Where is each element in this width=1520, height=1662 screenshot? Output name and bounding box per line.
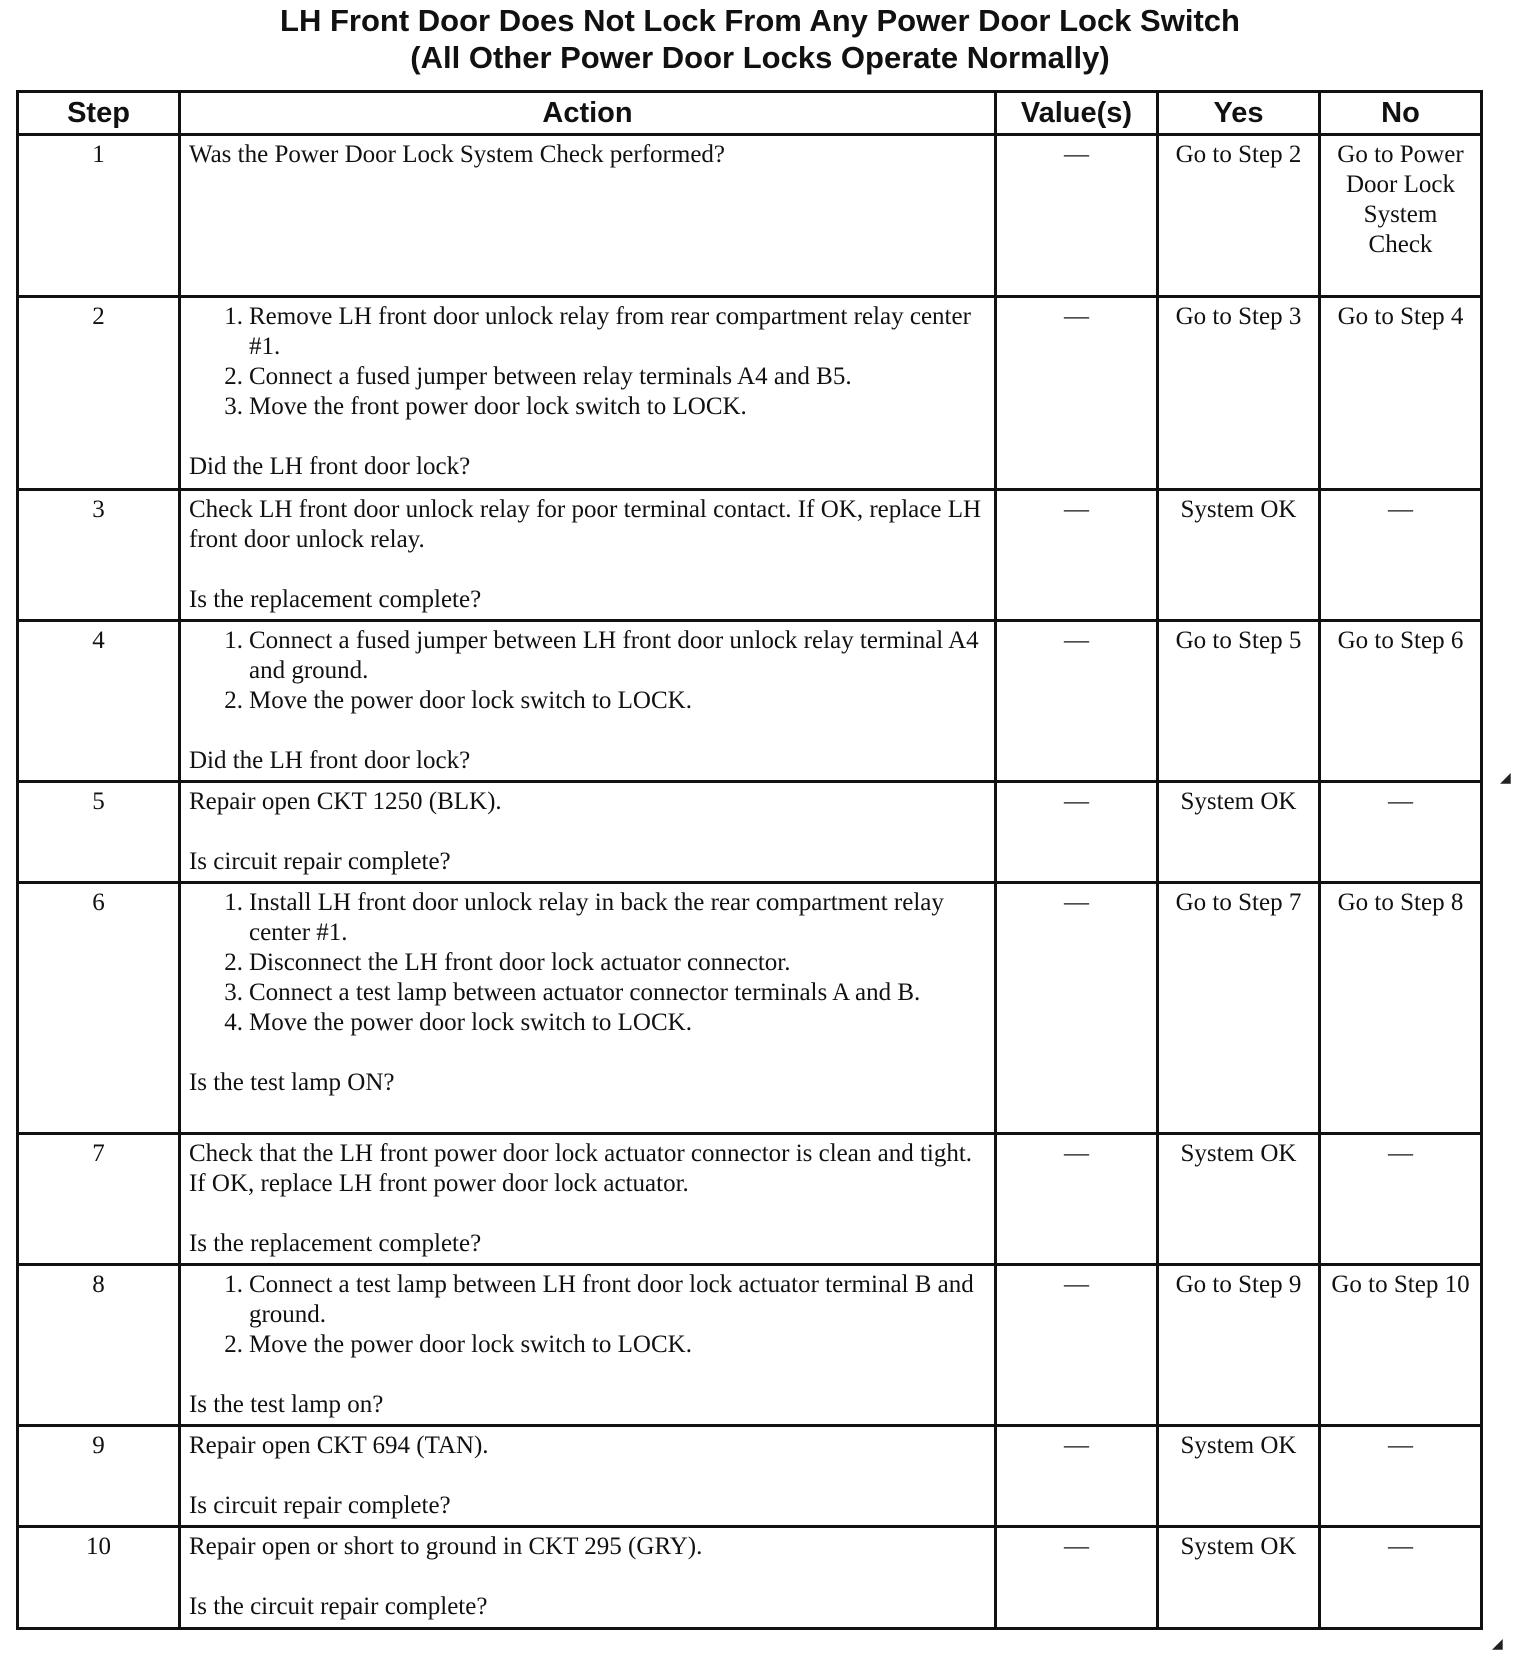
value-cell: — (996, 883, 1158, 1134)
action-step-item (189, 302, 986, 362)
action-step-item (189, 948, 986, 978)
action-step-number: 2. (224, 949, 243, 976)
no-cell: Go to Step 10 (1319, 1265, 1481, 1426)
table-row (18, 883, 1482, 1134)
step-cell: 6 (18, 883, 180, 1134)
value-cell: — (996, 490, 1158, 621)
action-text: Repair open CKT 694 (TAN). (188, 1432, 489, 1459)
diagnostic-table (16, 90, 1483, 1630)
action-step-text: Move the front power door lock switch to LOCK. (248, 393, 747, 420)
action-step-number: 2. (224, 687, 243, 714)
value-cell: — (996, 1265, 1158, 1426)
table-header-row (18, 92, 1482, 135)
step-cell: 1 (18, 135, 180, 297)
step-cell: 8 (18, 1265, 180, 1426)
action-step-list (189, 1270, 986, 1360)
action-step-number: 1. (224, 627, 243, 654)
action-text: Repair open CKT 1250 (BLK). (188, 788, 502, 815)
header-values: Value(s) (996, 92, 1158, 135)
yes-cell: Go to Step 3 (1157, 297, 1319, 490)
action-cell (179, 1265, 995, 1426)
value-cell: — (996, 135, 1158, 297)
value-cell: — (996, 1527, 1158, 1629)
yes-cell: System OK (1157, 1134, 1319, 1265)
title-line-1: LH Front Door Does Not Lock From Any Power Door Lock Switch (280, 3, 1240, 38)
action-step-number: 1. (224, 889, 243, 916)
action-step-text: Connect a fused jumper between relay terminals A4 and B5. (248, 363, 852, 390)
action-cell (179, 1527, 995, 1629)
no-cell: — (1319, 1527, 1481, 1629)
action-text: Repair open or short to ground in CKT 295 (GRY). (188, 1533, 703, 1560)
action-question: Is the test lamp on? (188, 1391, 384, 1418)
scan-mark: ◢ (1492, 1636, 1503, 1652)
action-step-item (189, 362, 986, 392)
yes-cell: System OK (1157, 1527, 1319, 1629)
header-no: No (1319, 92, 1481, 135)
no-cell: — (1319, 1134, 1481, 1265)
no-cell: — (1319, 782, 1481, 883)
table-row (18, 1527, 1482, 1629)
value-cell: — (996, 297, 1158, 490)
action-question: Did the LH front door lock? (188, 453, 471, 480)
action-step-text: Connect a fused jumper between LH front door unlock relay terminal A4 and ground. (248, 627, 979, 684)
action-step-item (189, 686, 986, 716)
no-cell: — (1319, 1426, 1481, 1527)
value-cell: — (996, 1426, 1158, 1527)
action-question: Is the circuit repair complete? (188, 1593, 488, 1620)
action-cell (179, 1134, 995, 1265)
action-step-text: Move the power door lock switch to LOCK. (248, 1009, 692, 1036)
action-cell (179, 297, 995, 490)
action-step-item (189, 1008, 986, 1038)
table-row (18, 297, 1482, 490)
action-step-text: Move the power door lock switch to LOCK. (248, 1331, 692, 1358)
action-step-item (189, 626, 986, 686)
action-step-item (189, 978, 986, 1008)
action-question: Is circuit repair complete? (188, 1492, 451, 1519)
step-cell: 7 (18, 1134, 180, 1265)
action-text: Check LH front door unlock relay for poor terminal contact. If OK, replace LH front door unlock relay. (188, 496, 982, 553)
value-cell: — (996, 1134, 1158, 1265)
no-cell: Go to Step 8 (1319, 883, 1481, 1134)
yes-cell: Go to Step 9 (1157, 1265, 1319, 1426)
step-cell: 9 (18, 1426, 180, 1527)
no-cell: — (1319, 490, 1481, 621)
table-row (18, 135, 1482, 297)
action-step-list (189, 302, 986, 422)
step-cell: 10 (18, 1527, 180, 1629)
action-step-text: Install LH front door unlock relay in back the rear compartment relay center #1. (248, 889, 944, 946)
action-step-number: 2. (224, 363, 243, 390)
step-cell: 2 (18, 297, 180, 490)
no-cell: Go to Step 4 (1319, 297, 1481, 490)
action-step-item (189, 888, 986, 948)
action-question: Is the replacement complete? (188, 586, 482, 613)
table-row (18, 1265, 1482, 1426)
table-row (18, 782, 1482, 883)
step-cell: 3 (18, 490, 180, 621)
value-cell: — (996, 782, 1158, 883)
action-step-list (189, 626, 986, 716)
action-step-number: 1. (224, 303, 243, 330)
step-cell: 4 (18, 621, 180, 782)
action-step-text: Remove LH front door unlock relay from rear compartment relay center #1. (248, 303, 971, 360)
action-question: Is the test lamp ON? (188, 1069, 395, 1096)
step-cell: 5 (18, 782, 180, 883)
value-cell: — (996, 621, 1158, 782)
action-question: Did the LH front door lock? (188, 747, 471, 774)
yes-cell: System OK (1157, 490, 1319, 621)
no-cell: Go to Power Door Lock System Check (1319, 135, 1481, 297)
action-cell (179, 1426, 995, 1527)
scan-mark: ◢ (1500, 770, 1511, 786)
action-step-number: 1. (224, 1271, 243, 1298)
page-title (0, 0, 1520, 76)
action-step-number: 2. (224, 1331, 243, 1358)
action-cell (179, 621, 995, 782)
yes-cell: Go to Step 2 (1157, 135, 1319, 297)
action-text: Was the Power Door Lock System Check performed? (188, 141, 726, 168)
table-body (18, 135, 1482, 1629)
header-action: Action (179, 92, 995, 135)
yes-cell: Go to Step 5 (1157, 621, 1319, 782)
yes-cell: System OK (1157, 1426, 1319, 1527)
table-row (18, 1134, 1482, 1265)
table-row (18, 621, 1482, 782)
action-cell (179, 782, 995, 883)
action-step-text: Connect a test lamp between actuator connector terminals A and B. (248, 979, 921, 1006)
action-step-text: Move the power door lock switch to LOCK. (248, 687, 692, 714)
header-step: Step (18, 92, 180, 135)
action-question: Is the replacement complete? (188, 1230, 482, 1257)
action-step-item (189, 1330, 986, 1360)
action-cell (179, 883, 995, 1134)
yes-cell: System OK (1157, 782, 1319, 883)
action-step-number: 3. (224, 979, 243, 1006)
action-step-number: 4. (224, 1009, 243, 1036)
action-step-list (189, 888, 986, 1038)
action-cell (179, 490, 995, 621)
action-step-item (189, 1270, 986, 1330)
table-row (18, 1426, 1482, 1527)
action-step-text: Connect a test lamp between LH front door lock actuator terminal B and ground. (248, 1271, 974, 1328)
header-yes: Yes (1157, 92, 1319, 135)
yes-cell: Go to Step 7 (1157, 883, 1319, 1134)
table-row (18, 490, 1482, 621)
action-step-text: Disconnect the LH front door lock actuator connector. (248, 949, 791, 976)
action-step-item (189, 392, 986, 422)
action-cell (179, 135, 995, 297)
no-cell: Go to Step 6 (1319, 621, 1481, 782)
action-question: Is circuit repair complete? (188, 848, 451, 875)
title-line-2: (All Other Power Door Locks Operate Normally) (410, 40, 1110, 75)
action-step-number: 3. (224, 393, 243, 420)
action-text: Check that the LH front power door lock actuator connector is clean and tight. If OK, replace LH front power door lock actuator. (188, 1140, 973, 1197)
